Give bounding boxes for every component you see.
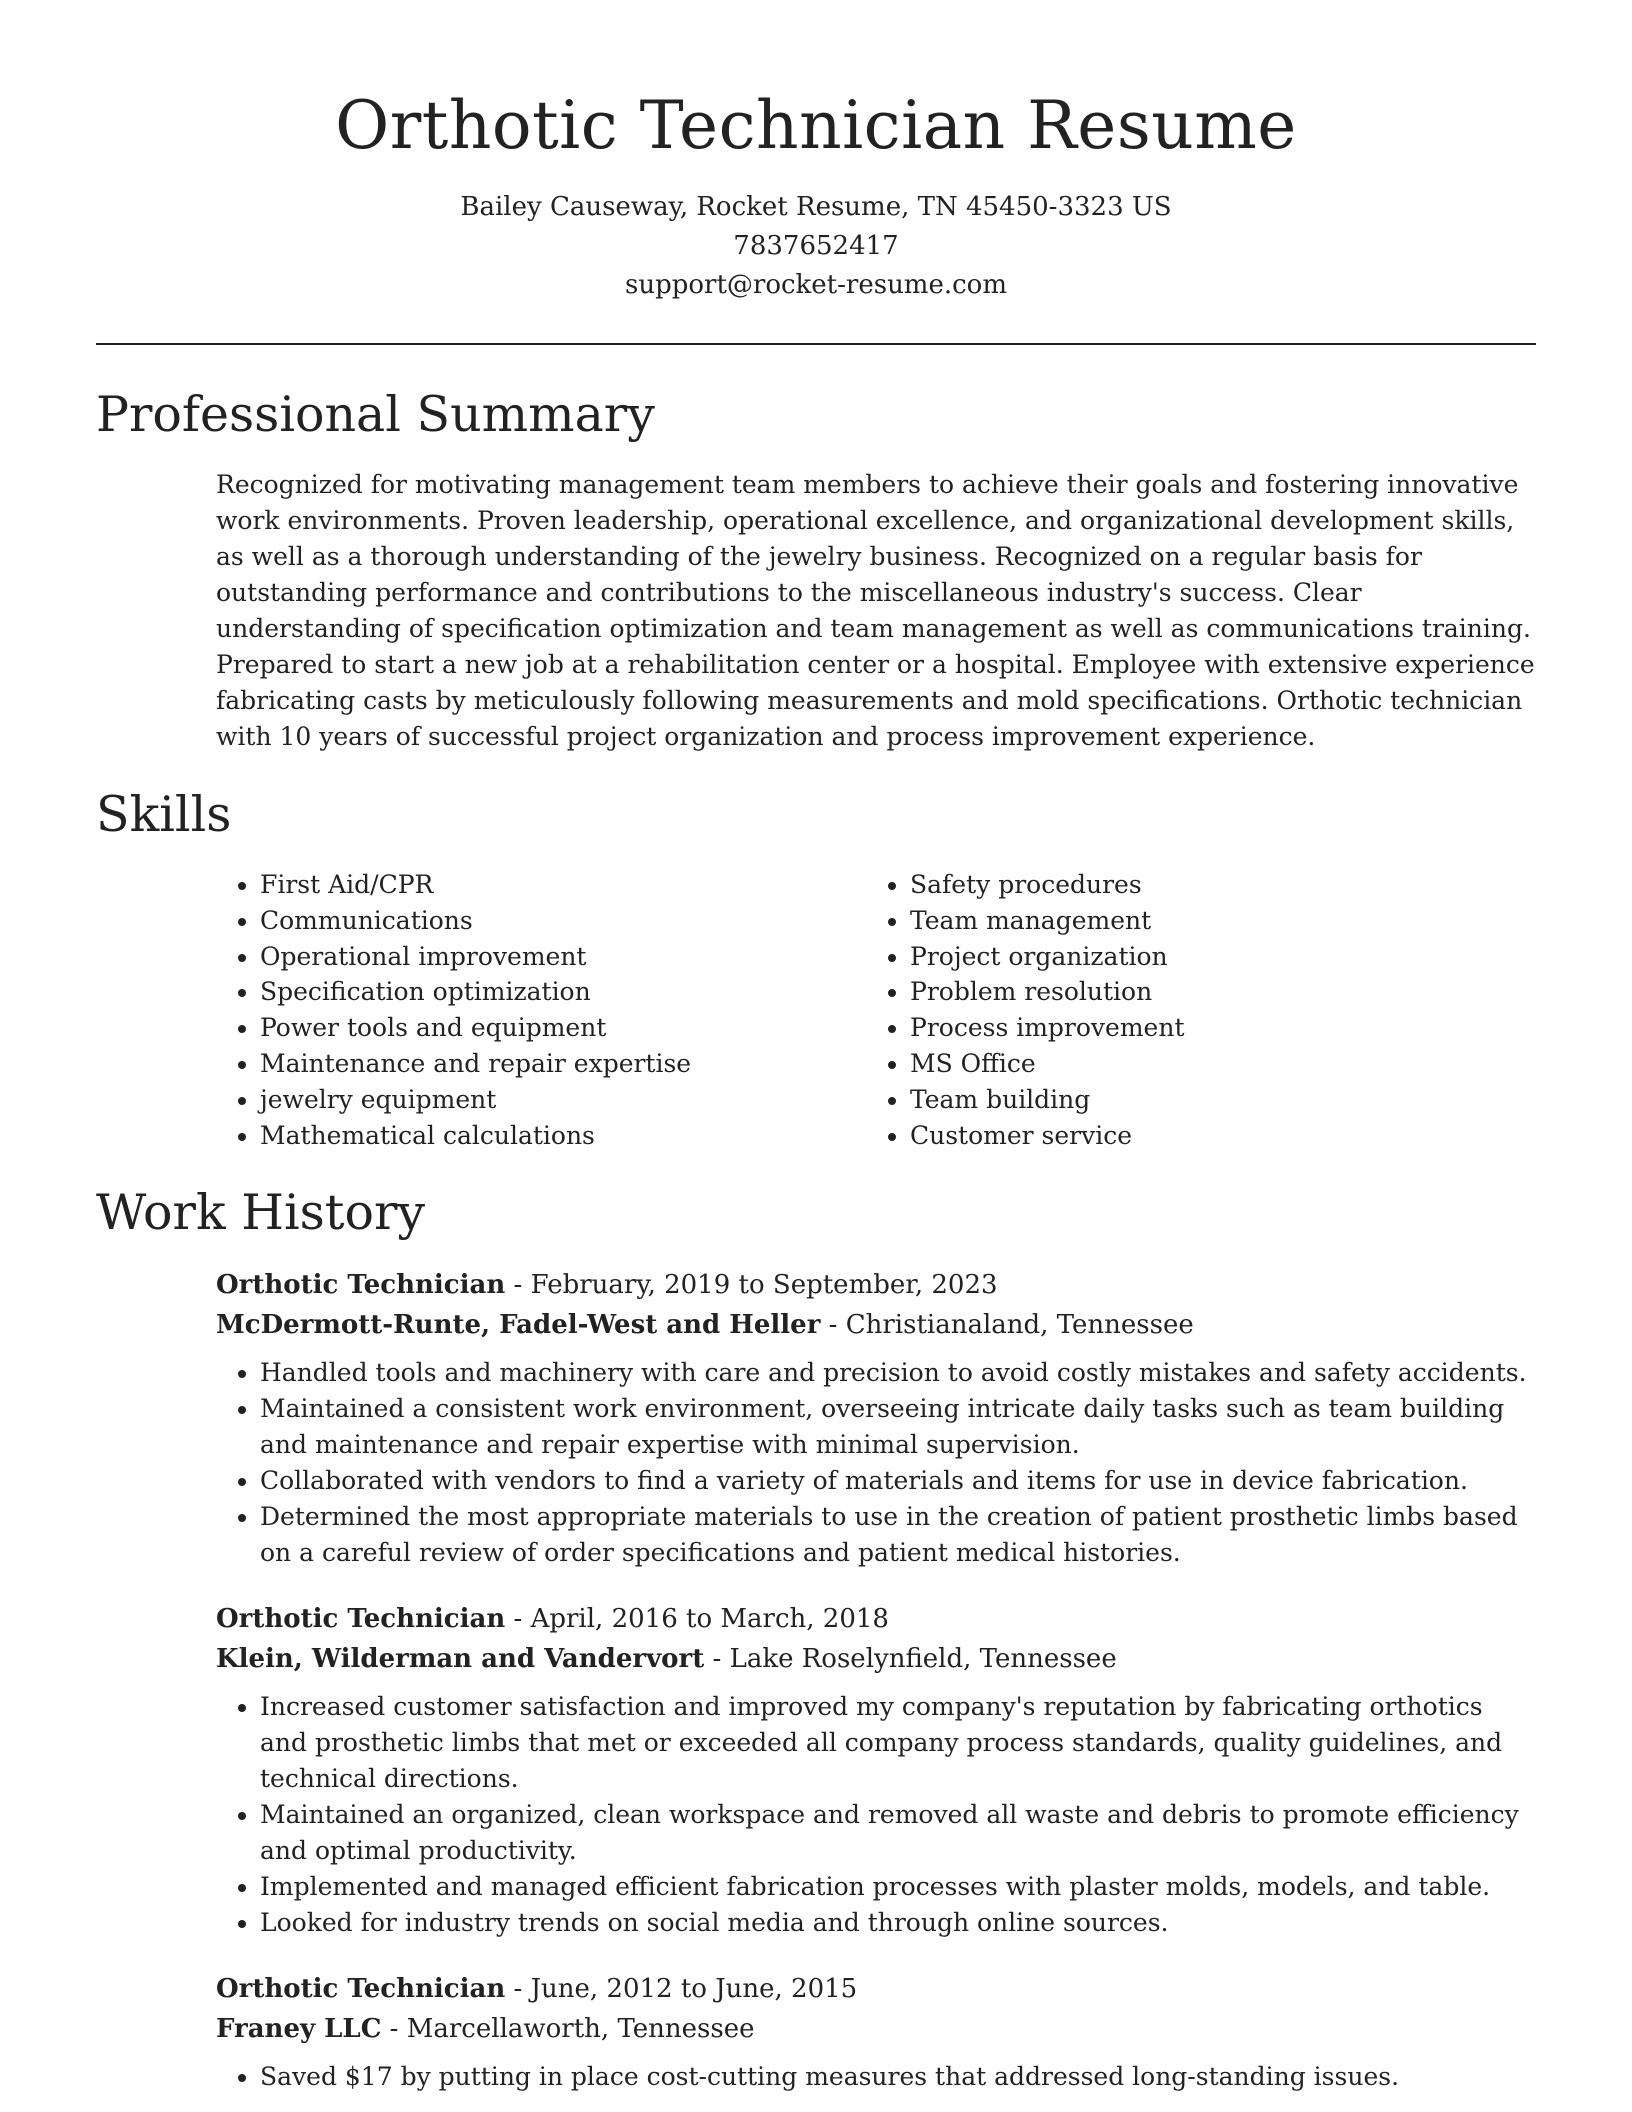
- list-item: • Communications: [260, 903, 866, 939]
- list-item: • Specification optimization: [260, 974, 866, 1010]
- skills-list-right: [866, 867, 1516, 1153]
- skills-grid: [96, 867, 1536, 1153]
- list-item: • Implemented and managed efficient fabrication processes with plaster molds, models, and table.: [260, 1869, 1536, 1905]
- job-company-line: [216, 1639, 1536, 1679]
- list-item: • Customer service: [910, 1118, 1516, 1154]
- list-item: • Saved $17 by putting in place cost-cutting measures that addressed long-standing issues.: [260, 2059, 1536, 2095]
- list-item: • Team management: [910, 903, 1516, 939]
- list-item: • Power tools and equipment: [260, 1010, 866, 1046]
- list-item: • MS Office: [910, 1046, 1516, 1082]
- list-item: • jewelry equipment: [260, 1082, 866, 1118]
- resume-title: Orthotic Technician Resume: [335, 87, 1297, 164]
- job-bullets: [216, 2059, 1536, 2095]
- professional-summary-text: Recognized for motivating management team members to achieve their goals and fostering innovative work environments. Proven leadership, operational excellence, and organizational development skills, as well as a thorough understanding of the jewelry business. Recognized on a regular basis for outstanding performance and contributions to the miscellaneous industry's success. Clear understanding of specification optimization and team management as well as communications training. Prepared to start a new job at a rehabilitation center or a hospital. Employee with extensive experience fabricating casts by meticulously following measurements and mold specifications. Orthotic technician with 10 years of successful project organization and process improvement experience.: [216, 470, 1535, 751]
- header-divider: [96, 343, 1536, 345]
- job-dates: February, 2019 to September, 2023: [530, 1270, 998, 1301]
- job-company: Klein, Wilderman and Vandervort: [216, 1644, 705, 1675]
- job-entry: [216, 1969, 1536, 2095]
- list-item: • First Aid/CPR: [260, 867, 866, 903]
- list-item: • Collaborated with vendors to find a variety of materials and items for use in device fabrication.: [260, 1463, 1536, 1499]
- job-title-separator: -: [505, 1604, 531, 1635]
- job-dates: June, 2012 to June, 2015: [530, 1974, 858, 2005]
- job-title-separator: -: [505, 1270, 531, 1301]
- job-company-separator: -: [381, 2014, 407, 2045]
- skills-section: [96, 785, 1536, 1153]
- contact-email: support@rocket-resume.com: [624, 270, 1007, 300]
- work-history-heading: Work History: [96, 1184, 426, 1242]
- contact-address: Bailey Causeway, Rocket Resume, TN 45450-3323 US: [460, 192, 1172, 222]
- list-item: • Problem resolution: [910, 974, 1516, 1010]
- job-company-line: [216, 2009, 1536, 2049]
- resume-header: [96, 0, 1536, 305]
- job-company-line: [216, 1305, 1536, 1345]
- list-item: • Maintenance and repair expertise: [260, 1046, 866, 1082]
- job-title: Orthotic Technician: [216, 1270, 506, 1301]
- job-title-line: [216, 1969, 1536, 2009]
- job-bullets: [216, 1689, 1536, 1941]
- list-item: • Looked for industry trends on social media and through online sources.: [260, 1905, 1536, 1941]
- job-title-line: [216, 1265, 1536, 1305]
- list-item: • Team building: [910, 1082, 1516, 1118]
- list-item: • Increased customer satisfaction and improved my company's reputation by fabricating orthotics and prosthetic limbs that met or exceeded all company process standards, quality guidelines, and technical directions.: [260, 1689, 1536, 1797]
- list-item: • Determined the most appropriate materials to use in the creation of patient prosthetic limbs based on a careful review of order specifications and patient medical histories.: [260, 1499, 1536, 1571]
- job-entry: [216, 1599, 1536, 1941]
- job-location: Christianaland, Tennessee: [845, 1310, 1194, 1341]
- job-entry: [216, 1265, 1536, 1571]
- list-item: • Mathematical calculations: [260, 1118, 866, 1154]
- job-location: Marcellaworth, Tennessee: [406, 2014, 755, 2045]
- work-history-section: [96, 1183, 1536, 2095]
- job-list: [96, 1265, 1536, 2095]
- list-item: • Project organization: [910, 939, 1516, 975]
- list-item: • Safety procedures: [910, 867, 1516, 903]
- job-title-line: [216, 1599, 1536, 1639]
- job-company-separator: -: [704, 1644, 730, 1675]
- list-item: • Maintained an organized, clean workspace and removed all waste and debris to promote efficiency and optimal productivity.: [260, 1797, 1536, 1869]
- list-item: • Maintained a consistent work environment, overseeing intricate daily tasks such as team building and maintenance and repair expertise with minimal supervision.: [260, 1391, 1536, 1463]
- job-company: Franey LLC: [216, 2014, 382, 2045]
- contact-phone: 7837652417: [733, 231, 899, 261]
- skills-list-left: [216, 867, 866, 1153]
- list-item: • Process improvement: [910, 1010, 1516, 1046]
- job-company-separator: -: [820, 1310, 846, 1341]
- list-item: • Operational improvement: [260, 939, 866, 975]
- skills-heading: Skills: [96, 786, 232, 843]
- job-title-separator: -: [505, 1974, 531, 2005]
- list-item: • Handled tools and machinery with care and precision to avoid costly mistakes and safety accidents.: [260, 1355, 1536, 1391]
- job-title: Orthotic Technician: [216, 1604, 506, 1635]
- job-company: McDermott-Runte, Fadel-West and Heller: [216, 1310, 821, 1341]
- job-bullets: [216, 1355, 1536, 1571]
- job-title: Orthotic Technician: [216, 1974, 506, 2005]
- job-dates: April, 2016 to March, 2018: [530, 1604, 889, 1635]
- professional-summary-section: [96, 385, 1536, 755]
- job-location: Lake Roselynfield, Tennessee: [729, 1644, 1117, 1675]
- professional-summary-heading: Professional Summary: [96, 386, 655, 443]
